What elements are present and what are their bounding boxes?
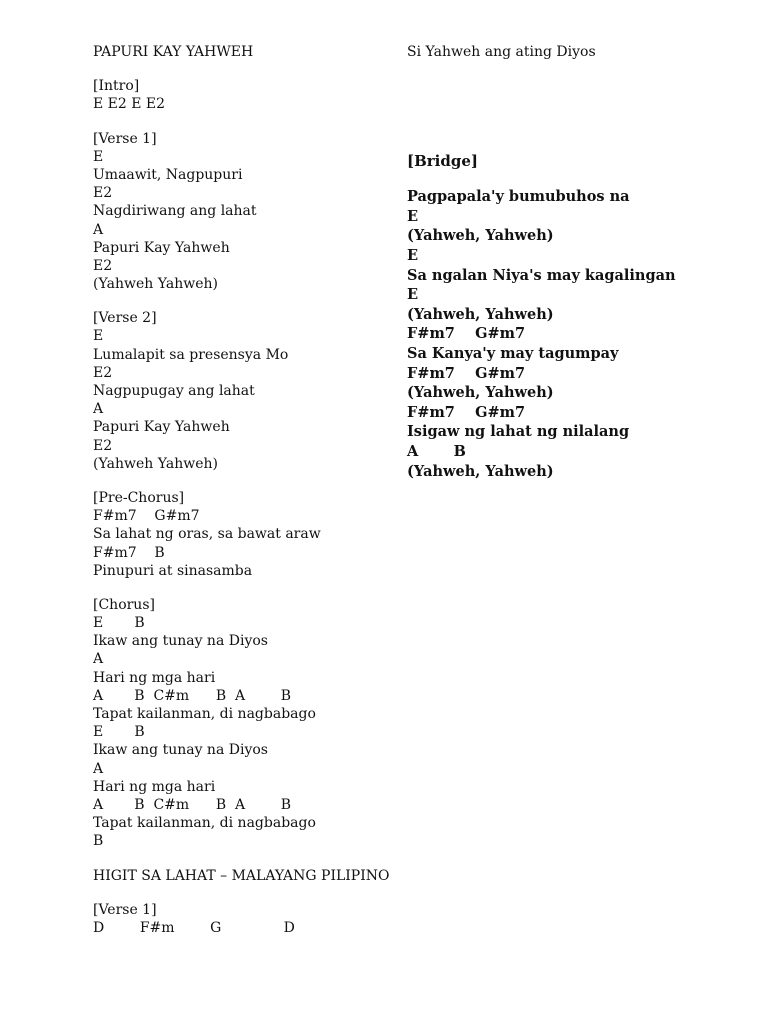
- chord-line: F#m7 G#m7: [407, 364, 526, 382]
- lyric-line: Tapat kailanman, di nagbabago: [93, 706, 316, 722]
- chord-line: A: [93, 651, 104, 668]
- chord-line: F#m7 B: [93, 544, 165, 561]
- chord-line: E: [93, 328, 104, 345]
- section-header: [Pre-Chorus]: [93, 489, 185, 506]
- chord-line: F#m7 G#m7: [93, 508, 200, 525]
- section-header: [Verse 2]: [93, 310, 157, 327]
- lyric-line: Nagpupugay ang lahat: [93, 383, 255, 399]
- lyric-line: Nagdiriwang ang lahat: [93, 203, 257, 220]
- chord-line: E B: [93, 615, 145, 632]
- lyric-line: Tapat kailanman, di nagbabago: [93, 815, 316, 832]
- section-header: [Chorus]: [93, 596, 155, 613]
- song-2-title: HIGIT SA LAHAT – MALAYANG PILIPINO: [93, 867, 390, 884]
- section-bridge: [407, 151, 747, 481]
- lyric-line: Ikaw ang tunay na Diyos: [93, 633, 268, 650]
- lyric-line: Sa lahat ng oras, sa bawat araw: [93, 526, 321, 543]
- chord-line: A: [93, 760, 104, 777]
- chord-line: E E2 E E2: [93, 96, 166, 113]
- section-header: [Bridge]: [407, 152, 478, 171]
- chord-line: A B C#m B A B: [93, 796, 292, 813]
- chord-line: A B C#m B A B: [93, 687, 292, 704]
- chord-line: A B: [407, 442, 466, 460]
- chord-line: E: [93, 148, 104, 165]
- chord-line: E2: [93, 364, 113, 381]
- chord-line: F#m7 G#m7: [407, 325, 526, 343]
- section-intro: [93, 77, 393, 113]
- section-chorus: [93, 596, 393, 851]
- lyric-line: Si Yahweh ang ating Diyos: [407, 44, 596, 60]
- lyric-line: Hari ng mga hari: [93, 778, 216, 795]
- right-column: [407, 43, 747, 481]
- lyric-line: (Yahweh, Yahweh): [407, 305, 554, 323]
- lyric-line: (Yahweh Yahweh): [93, 455, 218, 472]
- chord-line: E2: [93, 185, 113, 202]
- chord-line: E B: [93, 724, 145, 741]
- lyric-line: Umaawit, Nagpupuri: [93, 166, 243, 183]
- lyric-line: (Yahweh, Yahweh): [407, 462, 554, 480]
- section-header: [Verse 1]: [93, 130, 157, 147]
- chord-line: A: [93, 221, 104, 238]
- lyric-line: Isigaw ng lahat ng nilalang: [407, 423, 630, 441]
- section-verse-1: [93, 130, 393, 294]
- lyric-line: Pinupuri at sinasamba: [93, 562, 253, 579]
- chord-line: E: [407, 246, 419, 264]
- song-title: PAPURI KAY YAHWEH: [93, 44, 254, 60]
- lyric-line: Papuri Kay Yahweh: [93, 239, 230, 256]
- chord-line: E: [407, 286, 419, 304]
- chord-line: A: [93, 401, 104, 418]
- chord-line: B: [93, 833, 104, 850]
- lyric-line: (Yahweh, Yahweh): [407, 384, 554, 402]
- lyric-line: Hari ng mga hari: [93, 669, 216, 686]
- lyric-line: (Yahweh Yahweh): [93, 276, 218, 293]
- lyric-line: Sa Kanya'y may tagumpay: [407, 344, 619, 362]
- lyric-line: Sa ngalan Niya's may kagalingan: [407, 266, 676, 284]
- section-header: [Verse 1]: [93, 901, 157, 918]
- section-verse-2: [93, 309, 393, 473]
- chord-line: D F#m G D: [93, 919, 295, 936]
- chord-line: E: [407, 207, 419, 225]
- chord-line: E2: [93, 257, 113, 274]
- lyric-line: (Yahweh, Yahweh): [407, 227, 554, 245]
- section-header: [Intro]: [93, 78, 140, 95]
- lyric-line: Papuri Kay Yahweh: [93, 419, 230, 436]
- lyric-line: Ikaw ang tunay na Diyos: [93, 742, 268, 759]
- lyric-line: Pagpapala'y bumubuhos na: [407, 188, 630, 206]
- lyric-line: Lumalapit sa presensya Mo: [93, 346, 289, 363]
- chord-line: E2: [93, 437, 113, 454]
- song-2-section-verse-1: [93, 901, 393, 937]
- section-pre-chorus: [93, 489, 393, 580]
- chord-line: F#m7 G#m7: [407, 403, 526, 421]
- left-column: [93, 43, 393, 937]
